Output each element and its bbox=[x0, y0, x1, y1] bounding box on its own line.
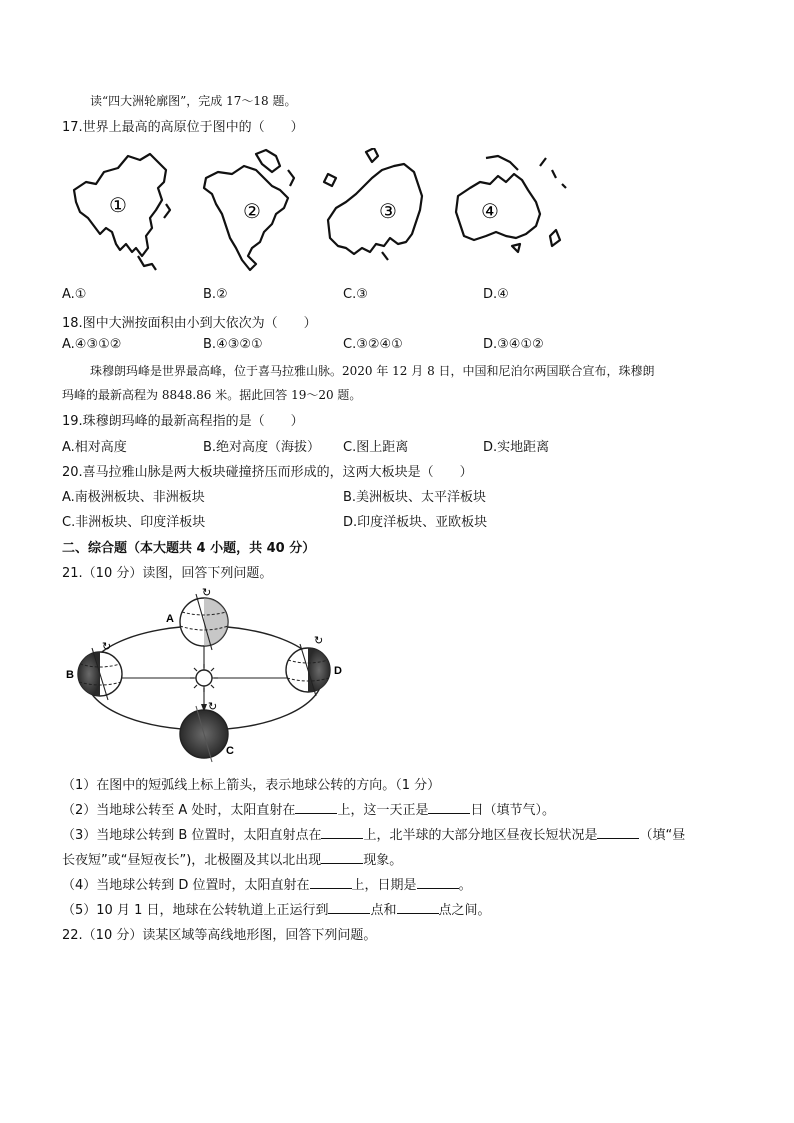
continent-australia bbox=[456, 156, 566, 252]
q17-option-a[interactable]: A.① bbox=[62, 287, 87, 302]
svg-text:↻: ↻ bbox=[202, 588, 212, 599]
q19-option-a[interactable]: A.相对高度 bbox=[62, 440, 127, 455]
q19-option-c[interactable]: C.图上距离 bbox=[343, 440, 409, 455]
svg-text:↻: ↻ bbox=[208, 701, 218, 713]
orbit-label-a: A bbox=[166, 613, 174, 625]
intro-19-20-line2: 玛峰的最新高程为 8848.86 米。据此回答 19～20 题。 bbox=[62, 388, 362, 402]
continent-label-4: ④ bbox=[481, 201, 499, 223]
q21-sub3-blank-2[interactable] bbox=[597, 824, 639, 839]
q17-option-c[interactable]: C.③ bbox=[343, 287, 368, 302]
intro-19-20-line1: 珠穆朗玛峰是世界最高峰，位于喜马拉雅山脉。2020 年 12 月 8 日，中国和尼泊尔两国联合宣布，珠穆朗 bbox=[90, 364, 655, 378]
orbit-label-b: B bbox=[66, 669, 74, 681]
q21-stem: 21.（10 分）读图，回答下列问题。 bbox=[62, 566, 273, 581]
orbit-label-c: C bbox=[226, 745, 234, 757]
q17-option-b[interactable]: B.② bbox=[203, 287, 228, 302]
q21-sub2-blank-2[interactable] bbox=[428, 799, 470, 814]
q21-sub3-line2: 长夜短”或“昼短夜长”)，北极圈及其以北出现 现象。 bbox=[62, 849, 402, 868]
q22-stem: 22.（10 分）读某区域等高线地形图，回答下列问题。 bbox=[62, 928, 377, 943]
q21-sub5: （5）10 月 1 日，地球在公转轨道上正运行到 点和 点之间。 bbox=[62, 899, 491, 918]
continents-figure bbox=[66, 148, 586, 274]
q21-sub4-blank-1[interactable] bbox=[310, 874, 352, 889]
earth-position-c bbox=[180, 701, 228, 762]
q21-sub4-blank-2[interactable] bbox=[417, 874, 459, 889]
continent-label-1: ① bbox=[109, 195, 127, 217]
q21-sub5-blank-1[interactable] bbox=[328, 899, 370, 914]
q17-option-d[interactable]: D.④ bbox=[483, 287, 509, 302]
q20-option-d[interactable]: D.印度洋板块、亚欧板块 bbox=[343, 515, 488, 530]
svg-text:↻: ↻ bbox=[102, 641, 112, 653]
q19-option-d[interactable]: D.实地距离 bbox=[483, 440, 550, 455]
q21-sub3-blank-1[interactable] bbox=[321, 824, 363, 839]
continent-europe bbox=[324, 148, 422, 260]
q21-sub3-blank-3[interactable] bbox=[321, 849, 363, 864]
intro-17-18: 读“四大洲轮廓图”，完成 17～18 题。 bbox=[90, 94, 297, 108]
earth-position-a bbox=[180, 588, 228, 650]
orbit-diagram bbox=[62, 588, 362, 764]
q21-sub1: （1）在图中的短弧线上标上箭头，表示地球公转的方向。（1 分） bbox=[62, 778, 441, 793]
q20-option-a[interactable]: A.南极洲板块、非洲板块 bbox=[62, 490, 205, 505]
q18-option-a[interactable]: A.④③①② bbox=[62, 337, 122, 352]
q21-sub2-blank-1[interactable] bbox=[295, 799, 337, 814]
q20-option-c[interactable]: C.非洲板块、印度洋板块 bbox=[62, 515, 206, 530]
q18-option-d[interactable]: D.③④①② bbox=[483, 337, 544, 352]
continent-label-3: ③ bbox=[379, 201, 397, 223]
q21-sub2: （2）当地球公转至 A 处时，太阳直射在 上，这一天正是 日（填节气）。 bbox=[62, 799, 555, 818]
q21-sub3-line1: （3）当地球公转到 B 位置时，太阳直射点在 上，北半球的大部分地区昼夜长短状况是 （填“昼 bbox=[62, 824, 685, 843]
q17-stem: 17.世界上最高的高原位于图中的（ ） bbox=[62, 120, 304, 135]
q21-sub4: （4）当地球公转到 D 位置时，太阳直射在 上，日期是 。 bbox=[62, 874, 472, 893]
earth-position-b bbox=[78, 641, 122, 700]
q20-option-b[interactable]: B.美洲板块、太平洋板块 bbox=[343, 490, 487, 505]
q19-stem: 19.珠穆朗玛峰的最新高程指的是（ ） bbox=[62, 414, 304, 429]
continent-label-2: ② bbox=[243, 201, 261, 223]
q20-stem: 20.喜马拉雅山脉是两大板块碰撞挤压而形成的，这两大板块是（ ） bbox=[62, 465, 473, 480]
svg-text:↻: ↻ bbox=[314, 635, 324, 647]
q18-stem: 18.图中大洲按面积由小到大依次为（ ） bbox=[62, 316, 317, 331]
section-2-heading: 二、综合题（本大题共 4 小题，共 40 分） bbox=[62, 541, 316, 556]
orbit-label-d: D bbox=[334, 665, 342, 677]
q18-option-c[interactable]: C.③②④① bbox=[343, 337, 403, 352]
q21-sub5-blank-2[interactable] bbox=[397, 899, 439, 914]
q18-option-b[interactable]: B.④③②① bbox=[203, 337, 263, 352]
q19-option-b[interactable]: B.绝对高度（海拔） bbox=[203, 440, 321, 455]
